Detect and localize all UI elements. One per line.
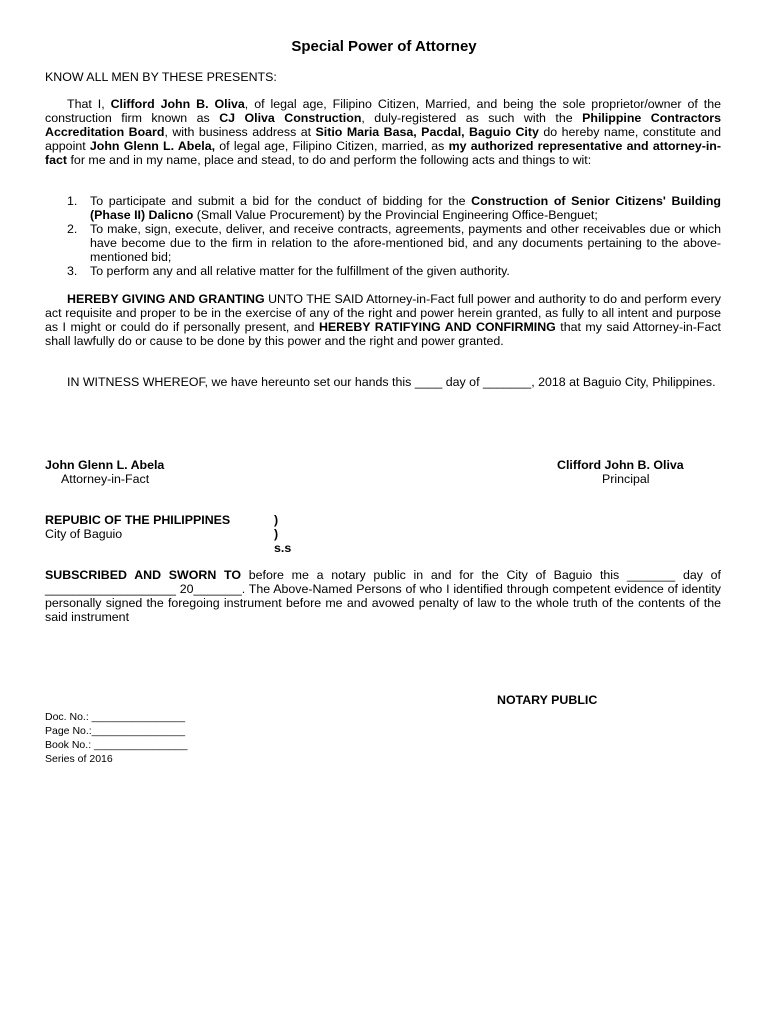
text-span: before me a notary public in and for the City of Baguio this _______ day of ___________________ 20_______. The Above-Named Persons of who I identified through competent evidence of identity personally signed the foregoing instrument before me and avowed penalty of law to the whole truth of the contents of the said instrument — [45, 568, 721, 624]
jurat-paragraph — [45, 568, 721, 624]
ratifying-heading: HEREBY RATIFYING AND CONFIRMING — [318, 320, 556, 334]
text-span: To make, sign, execute, deliver, and receive contracts, agreements, payments and other receivables due or which have become due to the firm in relation to the afore-mentioned bid, and any documents pertaining to the above-mentioned bid; — [90, 222, 721, 264]
venue-city: City of Baguio — [45, 527, 123, 541]
page-number: Page No.:________________ — [45, 725, 186, 737]
list-number: 3. — [67, 264, 78, 278]
text-span: , with business address at — [164, 125, 316, 139]
text-span: To participate and submit a bid for the conduct of bidding for the — [90, 194, 472, 208]
notarial-register-info — [45, 710, 187, 766]
attorney-signature-name: John Glenn L. Abela — [45, 458, 165, 472]
attorney-name: John Glenn L. Abela, — [89, 139, 216, 153]
series-year: Series of 2016 — [45, 753, 113, 765]
business-address: Sitio Maria Basa, Pacdal, Baguio City — [315, 125, 539, 139]
text-span: of legal age, Filipino Citizen, married, as — [215, 139, 449, 153]
text-span: To perform any and all relative matter for the fulfillment of the given authority. — [90, 264, 510, 278]
granting-heading: HEREBY GIVING AND GRANTING — [67, 292, 265, 306]
venue-ss: ) s.s — [274, 527, 292, 555]
appointment-paragraph — [45, 97, 721, 167]
authority-list — [45, 194, 721, 278]
text-span: do hereby name, constitute and appoint — [45, 125, 721, 153]
text-span: for me and in my name, place and stead, to do and perform the following acts and things to wit: — [67, 153, 592, 167]
list-item — [45, 194, 721, 222]
principal-signature-role: Principal — [602, 472, 650, 486]
text-span: IN WITNESS WHEREOF, we have hereunto set our hands this ____ day of _______, 2018 at Baguio City, Philippines. — [67, 375, 716, 389]
document-title: Special Power of Attorney — [291, 38, 477, 55]
attorney-role: my authorized representative and attorney-in-fact — [45, 139, 721, 167]
doc-number: Doc. No.: ________________ — [45, 711, 186, 723]
attorney-signature-role: Attorney-in-Fact — [61, 472, 150, 486]
venue-block — [45, 513, 292, 555]
principal-signature-name: Clifford John B. Oliva — [557, 458, 684, 472]
witness-paragraph — [45, 375, 721, 389]
text-span: , duly-registered as such with the — [361, 111, 583, 125]
list-item — [45, 222, 721, 264]
principal-signature-block — [557, 458, 684, 486]
jurat-heading: SUBSCRIBED AND SWORN TO — [45, 568, 242, 582]
granting-paragraph — [45, 292, 721, 348]
text-span: UNTO THE SAID Attorney-in-Fact full power and authority to do and perform every act requisite and proper to be in the exercise of any of the right and power herein granted, as fully to all intent and purpose as I might or could do if personally present, and — [45, 292, 722, 334]
intro-line: KNOW ALL MEN BY THESE PRESENTS: — [45, 70, 277, 84]
list-number: 1. — [67, 194, 78, 208]
text-span: , of legal age, Filipino Citizen, Married, and being the sole proprietor/owner of the construction firm known as — [45, 97, 721, 125]
list-item — [45, 264, 721, 278]
principal-name: Clifford John B. Oliva — [110, 97, 245, 111]
text-span: (Small Value Procurement) by the Provincial Engineering Office-Benguet; — [193, 208, 598, 222]
text-span: that my said Attorney-in-Fact shall lawfully do or cause to be done by this power and the right and power granted. — [45, 320, 721, 348]
firm-name: CJ Oliva Construction — [219, 111, 362, 125]
notary-public-label: NOTARY PUBLIC — [497, 693, 598, 707]
text-span: That I, — [67, 97, 111, 111]
book-number: Book No.: ________________ — [45, 739, 188, 751]
venue-country: REPUBIC OF THE PHILIPPINES — [45, 513, 231, 527]
attorney-signature-block — [45, 458, 164, 486]
list-number: 2. — [67, 222, 78, 236]
project-name: Construction of Senior Citizens' Building (Phase II) Dalicno — [90, 194, 721, 222]
board-name: Philippine Contractors Accreditation Board — [45, 111, 721, 139]
venue-bracket: ) — [274, 513, 279, 527]
